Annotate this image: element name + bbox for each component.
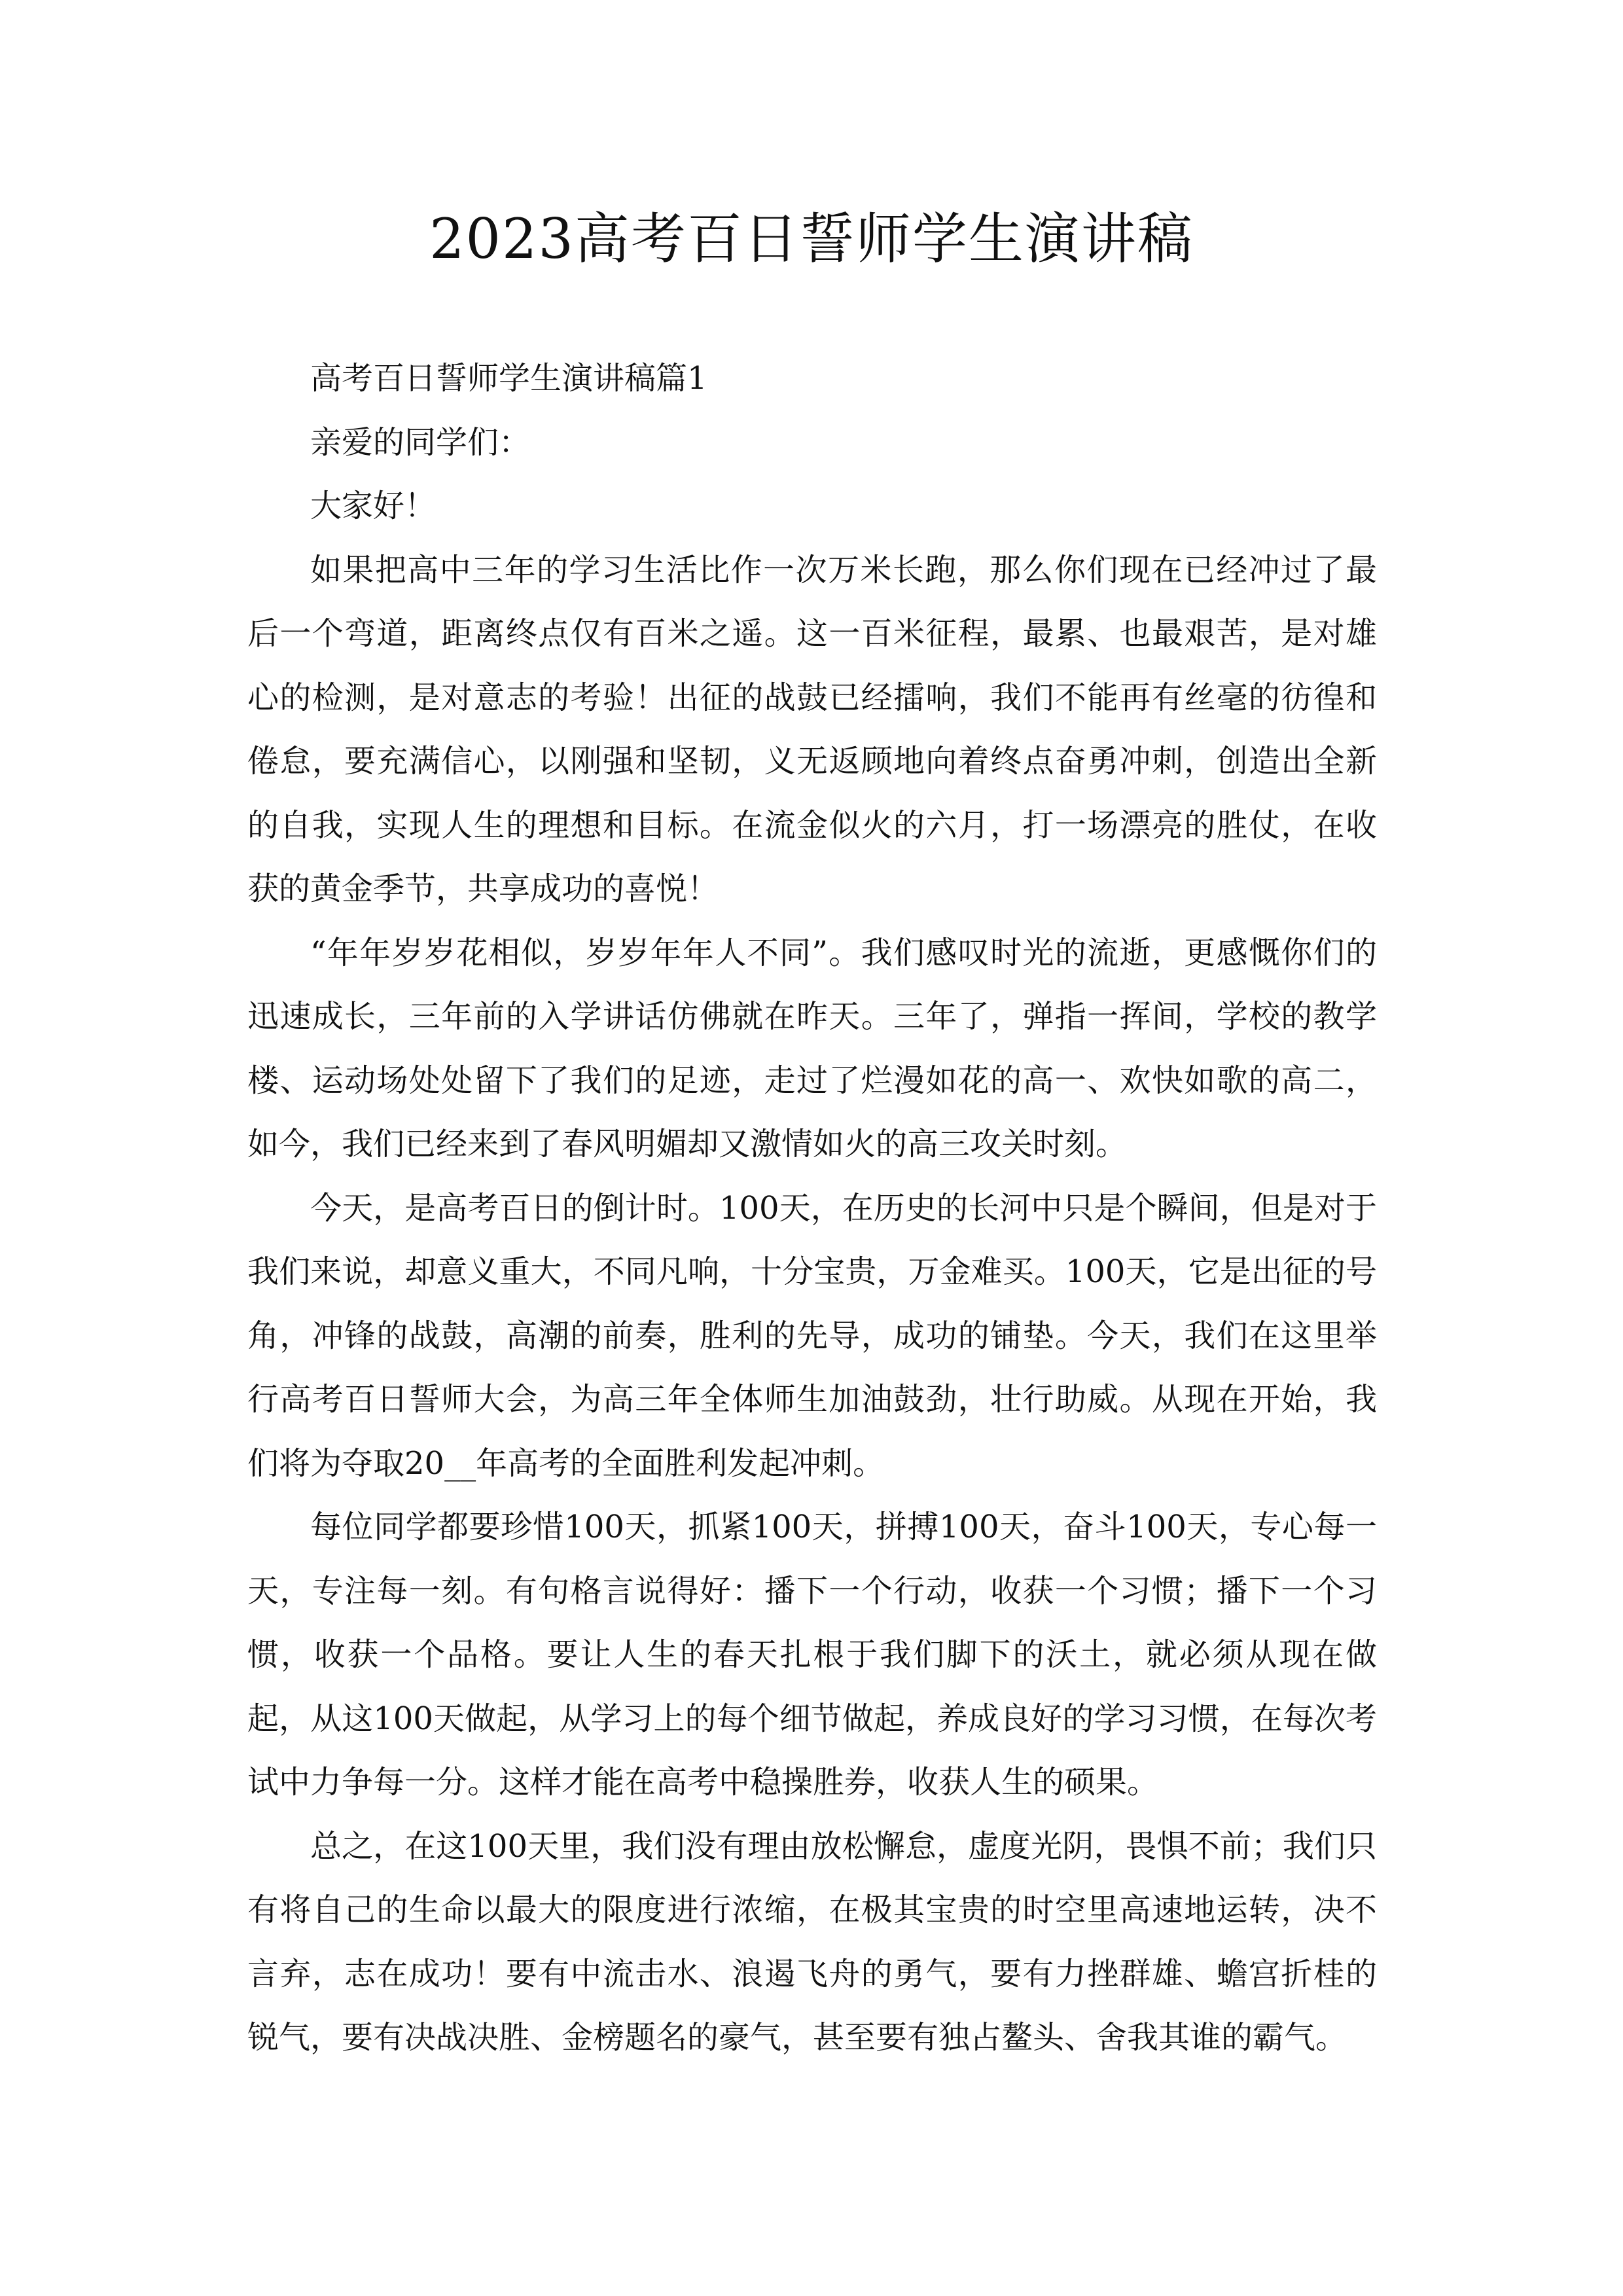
paragraph: 总之，在这100天里，我们没有理由放松懈怠，虚度光阴，畏惧不前；我们只有将自己的生命以最大的限度进行浓缩，在极其宝贵的时空里高速地运转，决不言弃，志在成功！要有中流击水、浪遏飞舟的勇气，要有力挫群雄、蟾宫折桂的锐气，要有决战决胜、金榜题名的豪气，甚至要有独占鳌头、舍我其谁的霸气。 [247, 1827, 1377, 2056]
section-heading: 高考百日誓师学生演讲稿篇1 [310, 360, 707, 397]
greeting: 大家好！ [310, 488, 437, 524]
paragraph: 每位同学都要珍惜100天，抓紧100天，拼搏100天，奋斗100天，专心每一天，专注每一刻。有句格言说得好：播下一个行动，收获一个习惯；播下一个习惯，收获一个品格。要让人生的春天扎根于我们脚下的沃土，就必须从现在做起，从这100天做起，从学习上的每个细节做起，养成良好的学习习惯，在每次考试中力争每一分。这样才能在高考中稳操胜券，收获人生的硕果。 [247, 1509, 1377, 1801]
paragraph: 今天，是高考百日的倒计时。100天，在历史的长河中只是个瞬间，但是对于我们来说，却意义重大，不同凡响，十分宝贵，万金难买。100天，它是出征的号角，冲锋的战鼓，高潮的前奏，胜利的先导，成功的铺垫。今天，我们在这里举行高考百日誓师大会，为高三年全体师生加油鼓劲，壮行助威。从现在开始，我们将为夺取20__年高考的全面胜利发起冲刺。 [247, 1189, 1377, 1482]
paragraph: 如果把高中三年的学习生活比作一次万米长跑，那么你们现在已经冲过了最后一个弯道，距离终点仅有百米之遥。这一百米征程，最累、也最艰苦，是对雄心的检测，是对意志的考验！出征的战鼓已经擂响，我们不能再有丝毫的彷徨和倦怠，要充满信心，以刚强和坚韧，义无返顾地向着终点奋勇冲刺，创造出全新的自我，实现人生的理想和目标。在流金似火的六月，打一场漂亮的胜仗，在收获的黄金季节，共享成功的喜悦！ [247, 551, 1377, 907]
document-body [247, 347, 1377, 2070]
salutation: 亲爱的同学们： [310, 423, 531, 461]
paragraph: “年年岁岁花相似，岁岁年年人不同”。我们感叹时光的流逝，更感慨你们的迅速成长，三年前的入学讲话仿佛就在昨天。三年了，弹指一挥间，学校的教学楼、运动场处处留下了我们的足迹，走过了烂漫如花的高一、欢快如歌的高二，如今，我们已经来到了春风明媚却又激情如火的高三攻关时刻。 [247, 934, 1377, 1162]
document-title: 2023高考百日誓师学生演讲稿 [429, 207, 1194, 271]
